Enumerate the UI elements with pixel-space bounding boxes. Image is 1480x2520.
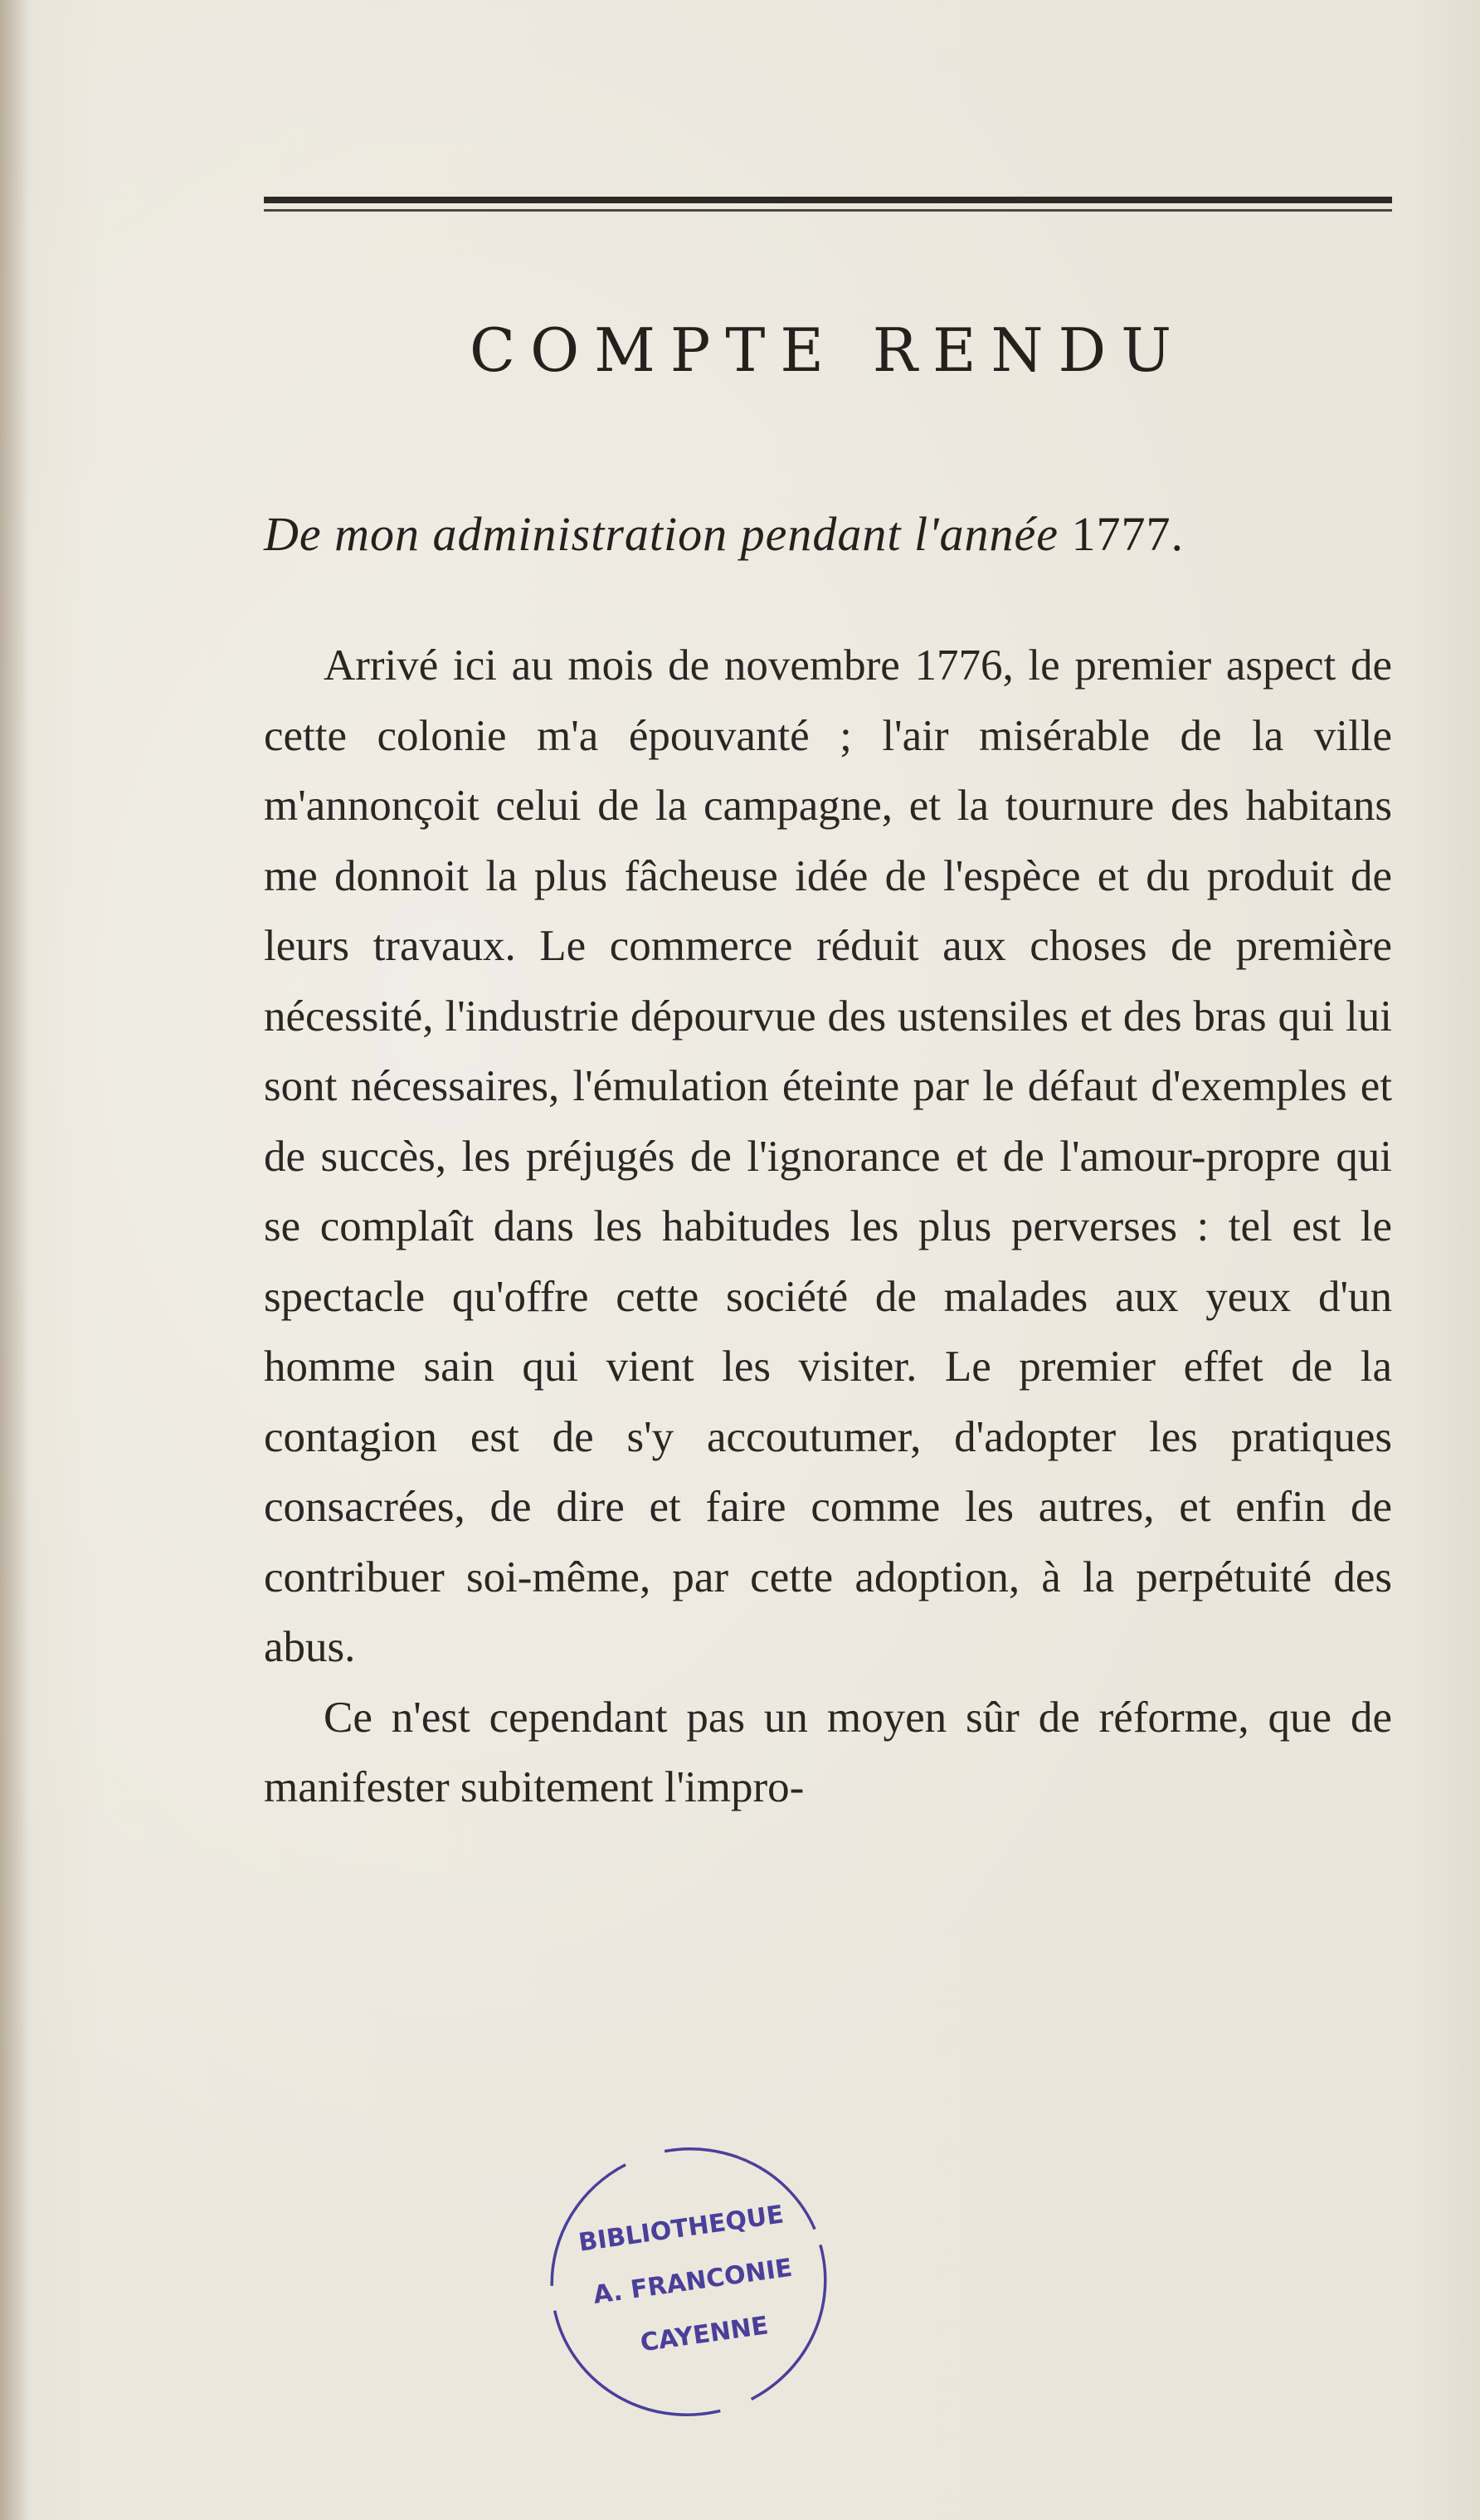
stamp-line-2: A. FRANCONIE (591, 2253, 795, 2310)
body-text (264, 631, 1392, 1823)
subtitle-text: De mon administration pendant l'année (264, 507, 1059, 561)
paragraph: Arrivé ici au mois de novembre 1776, le premier aspect de cette colonie m'a épouvanté ; l'air misérable de la ville m'annonçoit celui de la campagne, et la tournure des habitans me donnoit la plus fâcheuse idée de l'espèce et du produit de leurs travaux. Le commerce réduit aux choses de première nécessité, l'industrie dépourvue des ustensiles et des bras qui lui sont nécessaires, l'émulation éteinte par le défaut d'exemples et de succès, les préjugés de l'ignorance et de l'amour-propre qui se complaît dans les habitudes les plus perverses : tel est le spectacle qu'offre cette société de malades aux yeux d'un homme sain qui vient les visiter. Le premier effet de la contagion est de s'y accoutumer, d'adopter les pratiques consacrées, de dire et faire comme les autres, et enfin de contribuer soi-même, par cette adoption, à la perpétuité des abus. (264, 641, 1392, 1671)
header-rule-thin (264, 209, 1392, 212)
header-rule-thick (264, 197, 1392, 203)
library-stamp (531, 2124, 846, 2440)
page-title: COMPTE RENDU (470, 315, 1186, 385)
stamp-line-3: CAYENNE (638, 2311, 771, 2358)
paragraph: Ce n'est cependant pas un moyen sûr de réforme, que de manifester subitement l'impro- (264, 1693, 1392, 1811)
page-gutter-shadow (0, 0, 28, 2520)
stamp-line-1: BIBLIOTHEQUE (577, 2200, 786, 2258)
subtitle-year: 1777. (1071, 507, 1184, 561)
page-subtitle (264, 506, 1392, 562)
